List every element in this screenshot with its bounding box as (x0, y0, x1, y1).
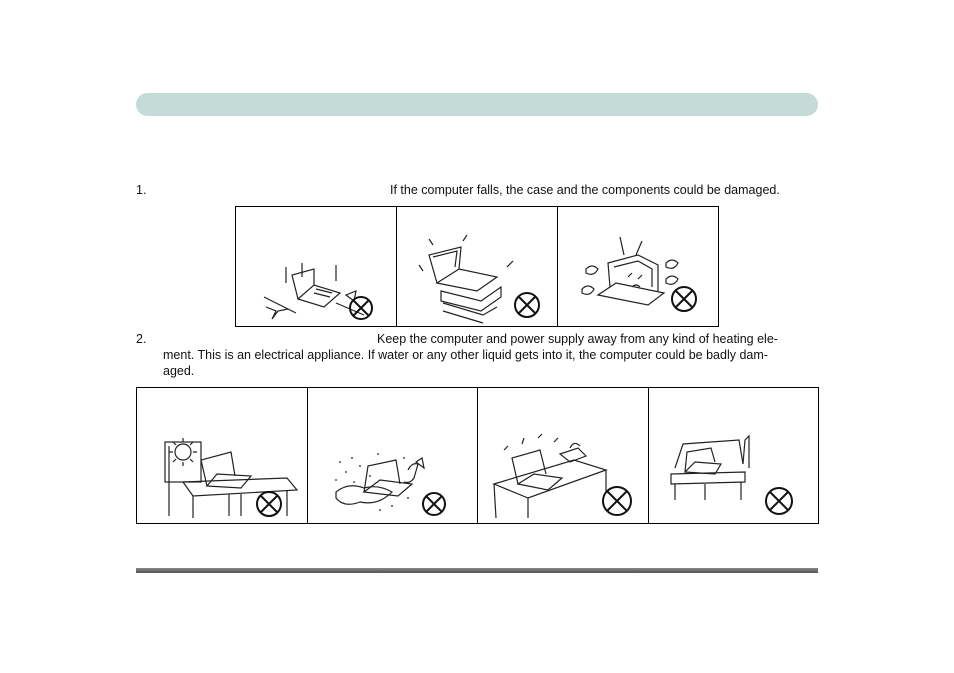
panel-heavy-object (558, 207, 718, 326)
figure-1 (235, 206, 719, 327)
prohibited-icon (350, 297, 372, 319)
panel-soft-surface (649, 388, 818, 523)
item-2-text-line2: ment. This is an electrical appliance. If water or any other liquid gets into it, the computer could be badly dam- (163, 348, 768, 362)
prohibited-icon (423, 493, 445, 515)
header-bar (136, 93, 818, 116)
panel-dropped-laptop (236, 207, 397, 326)
panel-spilled-liquid (308, 388, 478, 523)
panel-dusty-area (478, 388, 649, 523)
dropped-laptop-icon (236, 207, 397, 326)
panel-laptop-on-stack (397, 207, 558, 326)
sunlight-icon (137, 388, 308, 523)
item-1-text: If the computer falls, the case and the components could be damaged. (390, 183, 780, 197)
heavy-object-icon (558, 207, 718, 326)
prohibited-icon (603, 487, 631, 515)
figure-2 (136, 387, 819, 524)
prohibited-icon (257, 492, 281, 516)
spilled-liquid-icon (308, 388, 478, 523)
item-1-number: 1. (136, 183, 147, 197)
prohibited-icon (515, 293, 539, 317)
footer-bar (136, 568, 818, 573)
item-2-number: 2. (136, 332, 147, 346)
soft-surface-icon (649, 388, 818, 523)
item-2-text-line3: aged. (163, 364, 195, 378)
prohibited-icon (766, 488, 792, 514)
prohibited-icon (672, 287, 696, 311)
dusty-area-icon (478, 388, 649, 523)
panel-sunlight (137, 388, 308, 523)
unstable-stack-icon (397, 207, 558, 326)
item-2-text-line1: Keep the computer and power supply away from any kind of heating ele- (377, 332, 778, 346)
